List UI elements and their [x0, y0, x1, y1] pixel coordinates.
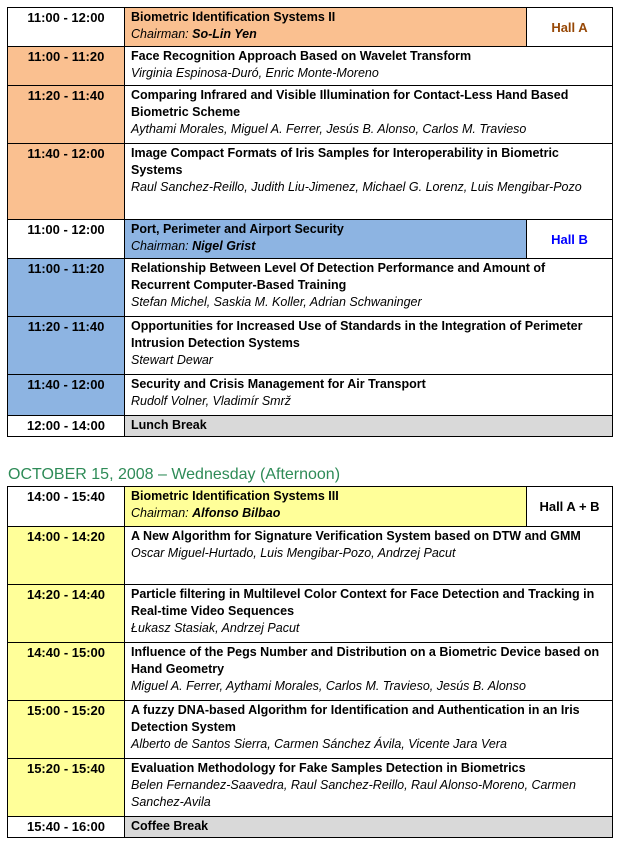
chair-label: Chairman:	[131, 506, 189, 520]
session-title: Biometric Identification Systems III	[131, 489, 339, 503]
talk-authors: Alberto de Santos Sierra, Carmen Sánchez Ávila, Vicente Jara Vera	[131, 737, 507, 751]
break-time: 12:00 - 14:00	[8, 416, 125, 437]
talk-row	[8, 47, 613, 86]
hall-label: Hall A + B	[527, 487, 613, 527]
talk-time: 15:00 - 15:20	[8, 701, 125, 759]
session-header-row	[8, 487, 613, 527]
session-title: Biometric Identification Systems II	[131, 10, 336, 24]
break-row	[8, 416, 613, 437]
talk-time: 11:00 - 11:20	[8, 47, 125, 86]
talk-title: A New Algorithm for Signature Verification System based on DTW and GMM	[131, 529, 581, 543]
talk-time: 11:40 - 12:00	[8, 144, 125, 220]
talk-row	[8, 375, 613, 416]
talk-authors: Miguel A. Ferrer, Aythami Morales, Carlos M. Travieso, Jesús B. Alonso	[131, 679, 526, 693]
session-info	[125, 487, 527, 527]
talk-authors: Raul Sanchez-Reillo, Judith Liu-Jimenez, Michael G. Lorenz, Luis Mengibar-Pozo	[131, 180, 582, 194]
talk-info	[125, 701, 613, 759]
talk-info	[125, 317, 613, 375]
talk-time: 14:40 - 15:00	[8, 643, 125, 701]
break-time: 15:40 - 16:00	[8, 817, 125, 838]
chair-name: So-Lin Yen	[192, 27, 257, 41]
talk-row	[8, 144, 613, 220]
talk-row	[8, 317, 613, 375]
break-label: Lunch Break	[125, 416, 613, 437]
session-time: 11:00 - 12:00	[8, 8, 125, 47]
afternoon-schedule-table	[7, 486, 613, 838]
break-row	[8, 817, 613, 838]
talk-info	[125, 375, 613, 416]
talk-info	[125, 643, 613, 701]
session-info	[125, 220, 527, 259]
chair-label: Chairman:	[131, 27, 189, 41]
hall-label: Hall A	[527, 8, 613, 47]
talk-time: 15:20 - 15:40	[8, 759, 125, 817]
talk-title: Relationship Between Level Of Detection Performance and Amount of Recurrent Computer-Based Training	[131, 261, 546, 292]
talk-authors: Rudolf Volner, Vladimír Smrž	[131, 394, 292, 408]
session-header-row	[8, 8, 613, 47]
talk-authors: Stefan Michel, Saskia M. Koller, Adrian Schwaninger	[131, 295, 422, 309]
talk-title: Security and Crisis Management for Air Transport	[131, 377, 426, 391]
session-title: Port, Perimeter and Airport Security	[131, 222, 344, 236]
talk-title: Comparing Infrared and Visible Illumination for Contact-Less Hand Based Biometric Scheme	[131, 88, 569, 119]
talk-title: A fuzzy DNA-based Algorithm for Identification and Authentication in an Iris Detection System	[131, 703, 580, 734]
talk-row	[8, 527, 613, 585]
talk-info	[125, 585, 613, 643]
talk-row	[8, 259, 613, 317]
talk-title: Face Recognition Approach Based on Wavelet Transform	[131, 49, 472, 63]
talk-authors: Aythami Morales, Miguel A. Ferrer, Jesús B. Alonso, Carlos M. Travieso	[131, 122, 527, 136]
talk-info	[125, 144, 613, 220]
talk-row	[8, 701, 613, 759]
talk-authors: Belen Fernandez-Saavedra, Raul Sanchez-Reillo, Raul Alonso-Moreno, Carmen Sanchez-Avila	[131, 778, 576, 809]
talk-authors: Oscar Miguel-Hurtado, Luis Mengibar-Pozo, Andrzej Pacut	[131, 546, 456, 560]
talk-info	[125, 259, 613, 317]
talk-title: Opportunities for Increased Use of Standards in the Integration of Perimeter Intrusion Detection Systems	[131, 319, 583, 350]
talk-time: 11:40 - 12:00	[8, 375, 125, 416]
break-label: Coffee Break	[125, 817, 613, 838]
talk-authors: Virginia Espinosa-Duró, Enric Monte-Moreno	[131, 66, 379, 80]
talk-time: 14:00 - 14:20	[8, 527, 125, 585]
hall-label: Hall B	[527, 220, 613, 259]
talk-time: 14:20 - 14:40	[8, 585, 125, 643]
session-time: 11:00 - 12:00	[8, 220, 125, 259]
talk-row	[8, 643, 613, 701]
talk-time: 11:20 - 11:40	[8, 317, 125, 375]
talk-title: Influence of the Pegs Number and Distribution on a Biometric Device based on Hand Geometry	[131, 645, 600, 676]
talk-info	[125, 759, 613, 817]
morning-schedule-table	[7, 7, 613, 437]
talk-row	[8, 759, 613, 817]
talk-info	[125, 527, 613, 585]
talk-authors: Stewart Dewar	[131, 353, 213, 367]
chair-name: Nigel Grist	[192, 239, 256, 253]
chair-name: Alfonso Bilbao	[192, 506, 281, 520]
session-info	[125, 8, 527, 47]
talk-time: 11:00 - 11:20	[8, 259, 125, 317]
talk-title: Evaluation Methodology for Fake Samples Detection in Biometrics	[131, 761, 526, 775]
talk-info	[125, 47, 613, 86]
talk-info	[125, 86, 613, 144]
talk-time: 11:20 - 11:40	[8, 86, 125, 144]
day-heading: OCTOBER 15, 2008 – Wednesday (Afternoon)	[8, 466, 341, 483]
talk-title: Particle filtering in Multilevel Color Context for Face Detection and Tracking in Real-time Video Sequences	[131, 587, 595, 618]
talk-row	[8, 585, 613, 643]
talk-title: Image Compact Formats of Iris Samples for Interoperability in Biometric Systems	[131, 146, 559, 177]
session-time: 14:00 - 15:40	[8, 487, 125, 527]
session-header-row	[8, 220, 613, 259]
chair-label: Chairman:	[131, 239, 189, 253]
talk-row	[8, 86, 613, 144]
talk-authors: Łukasz Stasiak, Andrzej Pacut	[131, 621, 300, 635]
